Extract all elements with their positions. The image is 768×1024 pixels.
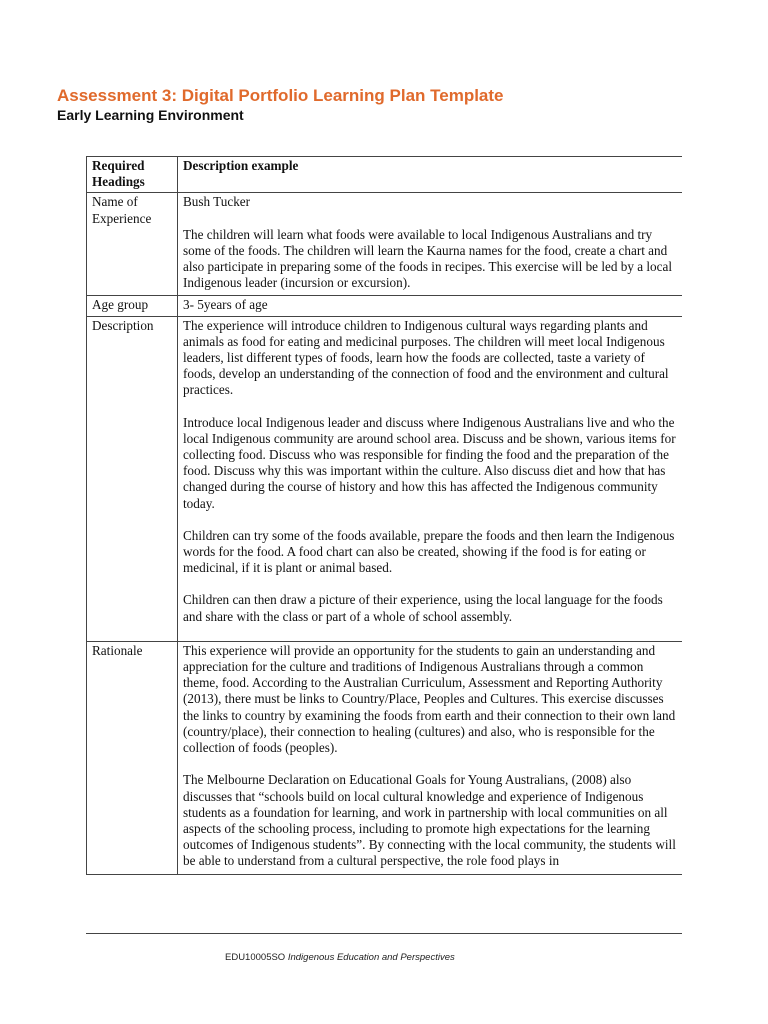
row-label-age-group: Age group xyxy=(87,296,178,316)
rationale-paragraph: The Melbourne Declaration on Educational Goals for Young Australians, (2008) also discusses that “schools build on local cultural knowledge and experience of Indigenous students as a foundation for learning, and work in partnership with local communities on all aspects of the schooling process, including to promote high expectations for the learning outcomes of Indigenous students”. By connecting with the local community, the students will be able to understand from a cultural perspective, the role food plays in xyxy=(183,772,676,869)
description-paragraph: Children can then draw a picture of their experience, using the local language for the foods and share with the class or part of a whole of school assembly. xyxy=(183,592,663,624)
experience-name: Bush Tucker xyxy=(183,194,251,210)
description-paragraph: Introduce local Indigenous leader and discuss where Indigenous Australians live and who the local Indigenous community are around school area. Discuss and be shown, various items for collecting food. Discuss who was responsible for finding the food and the preparation of the food. Discuss why this was important within the culture. Also discuss diet and how that has changed during the course of history and how this has affected the Indigenous community today. xyxy=(183,414,676,511)
table-row-name-of-experience xyxy=(87,193,683,296)
row-content-name-of-experience xyxy=(178,193,683,296)
table-header-row xyxy=(87,157,683,193)
row-content-age-group: 3- 5years of age xyxy=(178,296,683,316)
page-footer xyxy=(225,952,455,963)
document-title: Assessment 3: Digital Portfolio Learning Plan Template xyxy=(57,86,504,105)
row-content-rationale xyxy=(178,641,683,874)
footer-course-name: Indigenous Education and Perspectives xyxy=(287,952,455,963)
row-content-description xyxy=(178,316,683,641)
header-description-example: Description example xyxy=(178,157,683,193)
row-label-name-of-experience: Name of Experience xyxy=(87,193,178,296)
row-label-rationale: Rationale xyxy=(87,641,178,874)
learning-plan-table xyxy=(86,156,682,875)
rationale-paragraph: This experience will provide an opportunity for the students to gain an understanding and appreciation for the culture and traditions of Indigenous Australians through a common theme, food. According to the Australian Curriculum, Assessment and Reporting Authority (2013), there must be links to Country/Place, Peoples and Cultures. This exercise discusses the links to country by examining the foods from earth and their connection to their own land (country/place), their connection to healing (cultures) and also, who is responsible for the collection of foods (peoples). xyxy=(183,642,676,756)
table-row-description xyxy=(87,316,683,641)
experience-summary: The children will learn what foods were available to local Indigenous Australians and try some of the foods. The children will learn the Kaurna names for the food, create a chart and also participate in preparing some of the foods in recipes. This exercise will be led by a local Indigenous leader (incursion or excursion). xyxy=(183,226,672,291)
learning-plan-table-container xyxy=(86,156,682,934)
description-paragraph: The experience will introduce children to Indigenous cultural ways regarding plants and animals as food for eating and medicinal purposes. The children will meet local Indigenous leaders, list different types of foods, learn how the foods are collected, taste a variety of foods, develop an understanding of the connection of food and the environment and cultural practices. xyxy=(183,317,669,398)
table-row-rationale xyxy=(87,641,683,874)
document-subtitle: Early Learning Environment xyxy=(57,107,244,123)
row-label-description: Description xyxy=(87,316,178,641)
table-row-age-group xyxy=(87,296,683,316)
header-required-headings: Required Headings xyxy=(87,157,178,193)
footer-course-code: EDU10005SO xyxy=(225,952,286,963)
description-paragraph: Children can try some of the foods available, prepare the foods and then learn the Indigenous words for the food. A food chart can also be created, showing if the food is for eating or medicinal, if it is plant or animal based. xyxy=(183,527,675,576)
